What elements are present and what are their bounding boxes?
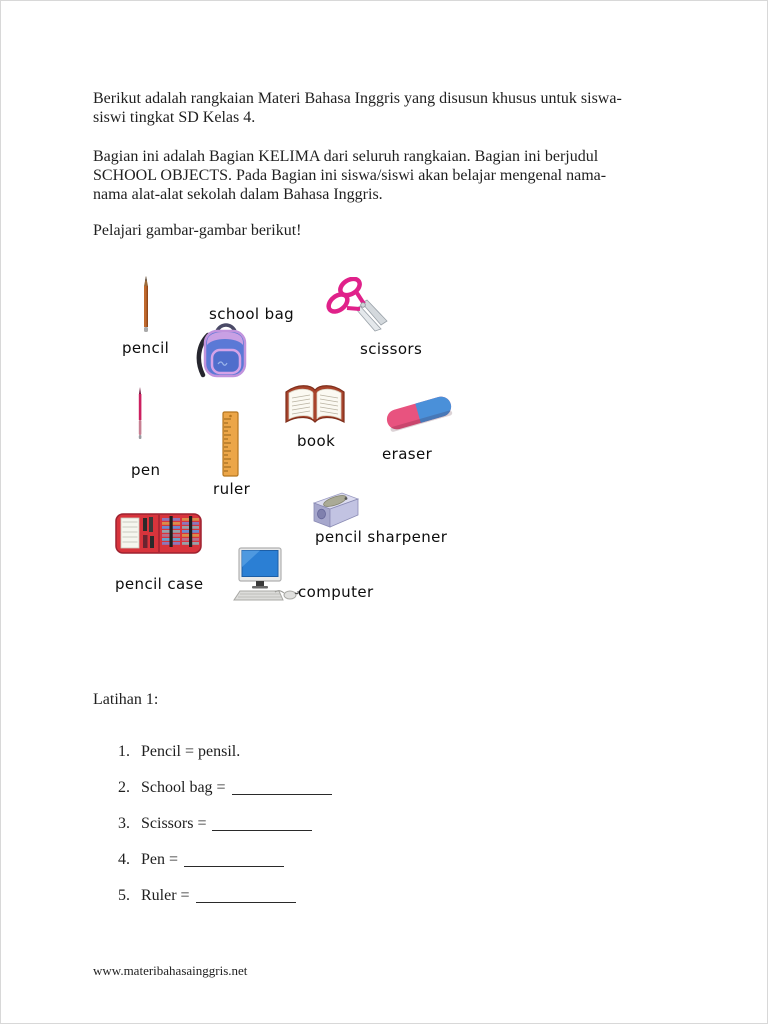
computer-image [233, 547, 299, 605]
school-bag-image [192, 321, 250, 378]
answer-blank-line [212, 819, 312, 831]
eraser-image [382, 391, 456, 435]
item-number: 3. [118, 815, 130, 832]
paragraph-line: Berikut adalah rangkaian Materi Bahasa Inggris yang disusun khusus untuk siswa- [93, 90, 622, 107]
footer-url: www.materibahasainggris.net [93, 963, 248, 978]
exercise-item [118, 851, 332, 870]
book-label: book [297, 432, 336, 450]
scissors-label: scissors [360, 340, 423, 358]
exercise-item [118, 779, 332, 798]
book-image [284, 381, 346, 431]
paragraph-line: siswi tingkat SD Kelas 4. [93, 109, 256, 126]
answer-blank-line [232, 783, 332, 795]
exercise-item [118, 815, 332, 834]
answer-blank-line [184, 855, 284, 867]
school-bag-label: school bag [209, 305, 295, 323]
exercise-item [118, 887, 332, 906]
pencil-case-label: pencil case [115, 575, 204, 593]
pencil-case-image [115, 510, 203, 556]
ruler-image [221, 411, 240, 477]
intro-paragraph [93, 89, 693, 127]
pencil-sharpener-label: pencil sharpener [315, 528, 448, 546]
item-text: School bag = [141, 779, 226, 796]
pencil-label: pencil [122, 339, 170, 357]
instruction-paragraph: Pelajari gambar-gambar berikut! [93, 222, 302, 239]
exercise-item [118, 743, 332, 762]
item-text: Scissors = [141, 815, 207, 832]
pencil-sharpener-image [304, 489, 360, 531]
item-number: 5. [118, 887, 130, 904]
answer-blank-line [196, 891, 296, 903]
pencil-image [140, 276, 152, 334]
exercise-list [118, 743, 332, 923]
scissors-image [326, 277, 390, 333]
computer-label: computer [298, 583, 374, 601]
pen-label: pen [131, 461, 161, 479]
item-number: 1. [118, 743, 130, 760]
item-number: 4. [118, 851, 130, 868]
eraser-label: eraser [382, 445, 433, 463]
item-text: Pen = [141, 851, 179, 868]
paragraph-line: SCHOOL OBJECTS. Pada Bagian ini siswa/siswi akan belajar mengenal nama- [93, 167, 607, 184]
vocabulary-figure [1, 269, 768, 629]
pen-image [134, 387, 146, 441]
item-text: Ruler = [141, 887, 190, 904]
section-description-paragraph [93, 147, 693, 204]
exercise-title: Latihan 1: [93, 691, 159, 708]
ruler-label: ruler [213, 480, 251, 498]
paragraph-line: Bagian ini adalah Bagian KELIMA dari seluruh rangkaian. Bagian ini berjudul [93, 148, 599, 165]
item-number: 2. [118, 779, 130, 796]
item-text: Pencil = pensil. [141, 743, 241, 760]
paragraph-line: nama alat-alat sekolah dalam Bahasa Inggris. [93, 186, 383, 203]
